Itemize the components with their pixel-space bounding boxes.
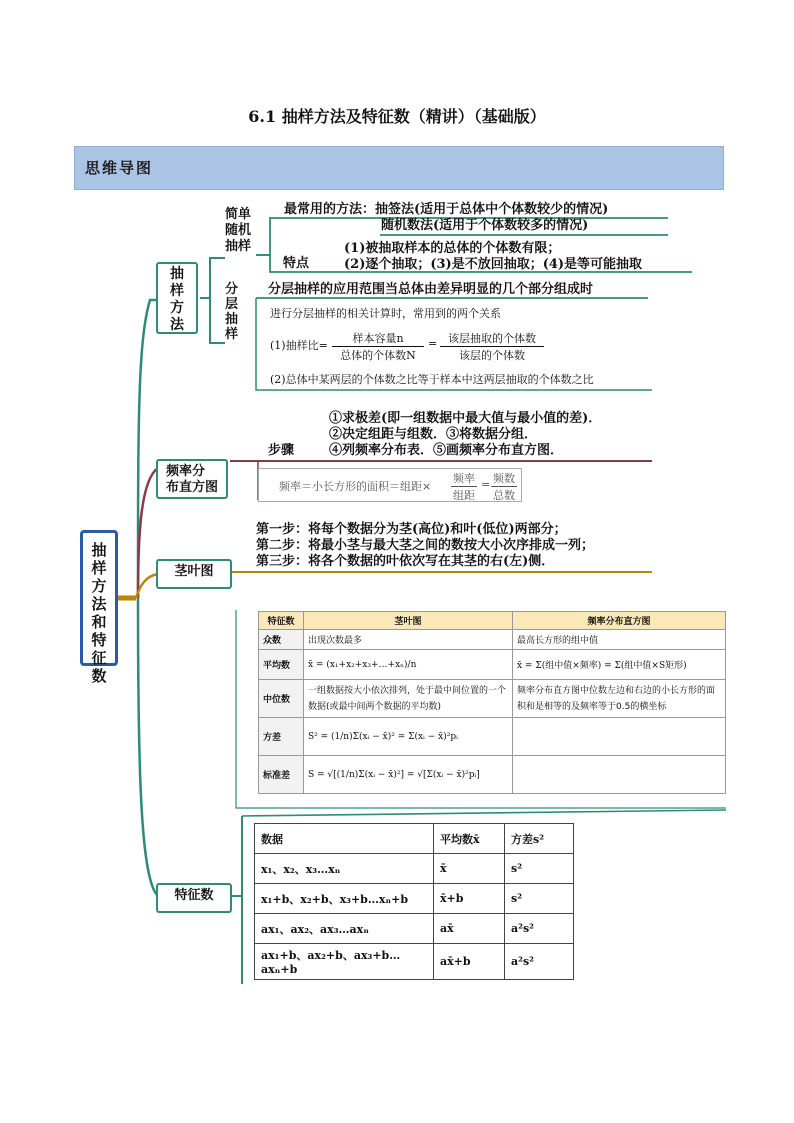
header-cell: 特征数 [259,612,304,630]
fraction-denominator: 总数 [493,489,515,502]
fraction-denominator: 总体的个体数N [340,349,416,362]
hist-cell [513,756,726,794]
root-char: 方 [91,577,107,595]
ratio-fraction-2 [440,330,544,363]
mean-cell: x̄+b [434,884,505,914]
fraction-denominator: 组距 [453,489,475,502]
data-cell: x₁、x₂、x₃…xₙ [255,854,434,884]
table-row [255,944,574,980]
stemleaf-node [156,559,232,589]
ratio-prefix: (1)抽样比= [270,339,328,352]
table-row [259,650,726,680]
label-line: 样 [225,327,239,342]
steps-label: 步骤 [268,443,295,458]
stratified-rule-2: (2)总体中某两层的个体数之比等于样本中这两层抽取的个体数之比 [270,373,594,386]
stem-cell: x̄ = (x₁+x₂+x₃+…+xₙ)/n [304,650,513,680]
ratio-fraction-1 [332,330,424,363]
row-label: 标准差 [259,756,304,794]
mean-cell: ax̄ [434,914,505,944]
row-label: 方差 [259,718,304,756]
root-node [80,530,118,685]
sampling-label: 法 [170,317,184,333]
stemleaf-step-2: 第二步：将最小茎与最大茎之间的数按大小次序排成一列； [256,538,595,553]
root-char: 和 [91,613,107,631]
histogram-node [156,459,228,499]
page-title: 6.1 抽样方法及特征数（精讲）（基础版） [248,107,546,126]
root-char: 征 [91,649,107,667]
sampling-label: 抽 [170,266,184,282]
feature-label: 特点 [283,256,310,271]
row-label: 众数 [259,630,304,650]
comparison-table [258,611,726,794]
banner-label: 思维导图 [85,159,154,177]
feature-2: (2)逐个抽取；(3)是不放回抽取；(4)是等可能抽取 [344,257,643,272]
header-cell: 平均数x̄ [434,824,505,854]
hist-cell: x̄ = Σ(组中值×频率) = Σ(组中值×S矩形) [513,650,726,680]
histogram-label: 频率分 [166,464,206,479]
common-methods: 最常用的方法：抽签法(适用于总体中个体数较少的情况) [284,202,609,217]
table-row [259,630,726,650]
variance-cell: a²s² [505,944,574,980]
header-cell: 频率分布直方图 [513,612,726,630]
root-char: 样 [91,559,107,577]
sampling-node [156,262,198,334]
simple-random-label [225,207,251,255]
feature-1: (1)被抽取样本的总体的个体数有限； [344,241,561,256]
table-row [255,884,574,914]
stemleaf-label: 茎叶图 [174,564,214,579]
stratified-label [225,282,238,342]
data-cell: x₁+b、x₂+b、x₃+b…xₙ+b [255,884,434,914]
header-cell: 数据 [255,824,434,854]
hist-cell: 最高长方形的组中值 [513,630,726,650]
variance-cell: s² [505,884,574,914]
fraction-numerator: 样本容量n [332,330,424,347]
stratified-intro: 进行分层抽样的相关计算时，常用到的两个关系 [270,307,501,320]
hist-cell: 频率分布直方图中位数左边和右边的小长方形的面积和是相等的及频率等于0.5的横坐标 [513,680,726,718]
label-line: 层 [225,297,239,312]
sampling-label: 样 [170,283,184,299]
fraction-denominator: 该层的个体数 [459,349,525,362]
label-line: 简单 [225,207,252,222]
variance-cell: a²s² [505,914,574,944]
table-header-row [255,824,574,854]
formula-fraction-1 [451,470,477,503]
root-char: 特 [91,631,107,649]
formula-fraction-2 [491,470,517,503]
hist-cell [513,718,726,756]
label-line: 随机 [225,223,252,238]
sampling-label: 方 [170,300,184,316]
table-row [259,680,726,718]
table-row [255,914,574,944]
mean-cell: ax̄+b [434,944,505,980]
root-char: 抽 [91,541,107,559]
header-cell: 茎叶图 [304,612,513,630]
label-line: 分 [225,282,239,297]
hist-step-3: ④列频率分布表．⑤画频率分布直方图． [329,443,564,458]
root-char: 法 [91,595,107,613]
feature-node [156,883,232,913]
label-line: 抽样 [225,239,252,254]
row-label: 平均数 [259,650,304,680]
variance-cell: s² [505,854,574,884]
formula-eq: = [481,478,491,491]
stratified-range: 分层抽样的应用范围当总体由差异明显的几个部分组成时 [268,282,594,297]
hist-step-2: ②决定组距与组数．③将数据分组． [329,427,538,442]
stemleaf-step-3: 第三步：将各个数据的叶依次写在其茎的右(左)侧． [256,554,555,569]
feature-table [254,823,574,980]
formula-prefix: 频率＝小长方形的面积＝组距× [279,480,432,493]
fraction-numerator: 频率 [453,472,475,485]
histogram-label: 布直方图 [166,480,219,495]
data-cell: ax₁、ax₂、ax₃…axₙ [255,914,434,944]
label-line: 抽 [225,312,239,327]
mean-cell: x̄ [434,854,505,884]
stem-cell: S = √[(1/n)Σ(xᵢ − x̄)²] = √[Σ(xᵢ − x̄)²pᵢ] [304,756,513,794]
table-row [255,854,574,884]
hist-step-1: ①求极差(即一组数据中最大值与最小值的差)． [329,411,602,426]
table-row [259,756,726,794]
feature-label: 特征数 [174,888,214,903]
frequency-formula [258,468,522,502]
table-row [259,718,726,756]
equals-sign: = [428,337,438,350]
stemleaf-step-1: 第一步：将每个数据分为茎(高位)和叶(低位)两部分； [256,522,567,537]
data-cell: ax₁+b、ax₂+b、ax₃+b…axₙ+b [255,944,434,980]
stem-cell: 出现次数最多 [304,630,513,650]
row-label: 中位数 [259,680,304,718]
root-char: 数 [91,667,107,685]
fraction-numerator: 频数 [493,472,515,485]
stem-cell: 一组数据按大小依次排列，处于最中间位置的一个数据(或最中间两个数据的平均数) [304,680,513,718]
header-cell: 方差s² [505,824,574,854]
common-methods-2: 随机数法(适用于个体数较多的情况) [381,218,589,233]
stem-cell: S² = (1/n)Σ(xᵢ − x̄)² = Σ(xᵢ − x̄)²pᵢ [304,718,513,756]
fraction-numerator: 该层抽取的个体数 [440,330,544,347]
table-header-row [259,612,726,630]
